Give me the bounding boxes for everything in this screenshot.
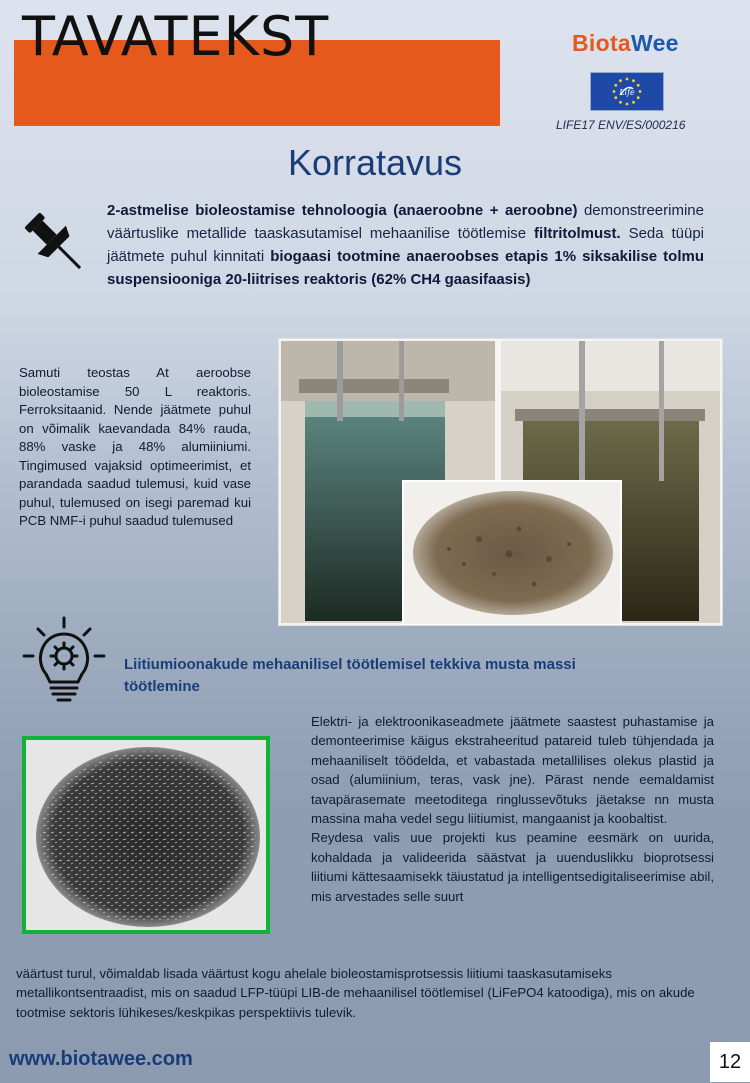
section-title: Korratavus	[287, 142, 463, 183]
eu-flag-label: Life	[619, 88, 635, 97]
intro-bold-filter-dust: filtritolmust.	[534, 225, 621, 242]
subsection-heading: Liitiumioonakude mehaanilisel töötlemisel tekkiva musta massi töötlemine	[124, 656, 576, 695]
brand-logo-part2: Wee	[631, 30, 679, 56]
eu-life-flag	[590, 72, 664, 111]
page-header-title: TAVATEKST	[22, 5, 330, 68]
intro-paragraph	[107, 199, 704, 291]
aerobic-bioleaching-paragraph: Samuti teostas At aeroobse bioleostamise 50 L reaktoris. Ferroksitaanid. Nende jäätmete puhul on võimalik kaevandada 84% rauda, 88% vaske ja 48% alumiiniumi. Tingimused vajaksid optimeerimist, et parandada saadud tulemusi, kuid vase puhul, tulemused on isegi paremad kui PCB NMF-i puhul saadud tulemused	[19, 365, 251, 528]
footer-website-link[interactable]: www.biotawee.com	[9, 1048, 193, 1070]
black-mass-paragraph-1: Elektri- ja elektroonikaseadmete jäätmete saastest puhastamise ja demonteerimise käigus ekstraheeritud patareid tuleb tühjendada ja mehaaniliselt töödelda, et vabastada metallilises olekus plastid ja osad (alumiinium, teras, vask jne). Pärast nende eemaldamist tavapärasemate meetoditega ringlussevõtuks jäetakse nn musta massina maha vedel segu liitiumist, mangaanist ja koobaltist.	[311, 714, 714, 827]
intro-text-demo: demonstreerimine väärtuslike metallide taaskasutamisel mehaanilise töötlemise	[107, 202, 704, 242]
pushpin-icon	[16, 204, 96, 284]
black-mass-description	[311, 712, 714, 906]
intro-bold-biogas: biogaasi tootmine anaeroobses etapis 1% siksakilise tolmu suspensiooniga 20-liitrises reaktoris (62% CH4 gaasifaasis)	[107, 248, 704, 288]
reactor-photo-collage	[278, 338, 723, 626]
project-code: LIFE17 ENV/ES/000216	[556, 118, 686, 132]
intro-text-waste: Seda tüüpi jäätmete puhul kinnitati	[107, 225, 704, 265]
brand-logo-part1: Biota	[572, 30, 631, 56]
intro-bold-technology: 2-astmelise bioleostamise tehnoloogia (anaeroobne + aeroobne)	[107, 202, 578, 219]
page-number: 12	[710, 1042, 750, 1082]
black-mass-paragraph-continued: väärtust turul, võimaldab lisada väärtust kogu ahelale bioleostamisprotsessis liitiumi taaskasutamiseks metallikontsentraadist, mis on saadud LFP-tüüpi LIB-de mehaanilisel töötlemisel (LiFePO4 katoodiga), mis on akude tootmise sektoris lühikeses/keskpikas perspektiivis tulevik.	[16, 966, 695, 1020]
black-mass-paragraph-2: Reydesa valis uue projekti kus peamine eesmärk on uurida, kohaldada ja valideerida säästvat ja uuenduslikku bioprotsessi liitiumi kättesaamisekk täiustatud ja intelligentsedigitaliseerimise abil, mis arvestades selle suurt	[311, 830, 714, 904]
black-mass-photo	[22, 736, 270, 934]
brand-logo	[572, 30, 679, 57]
lightbulb-gear-icon	[22, 616, 106, 710]
